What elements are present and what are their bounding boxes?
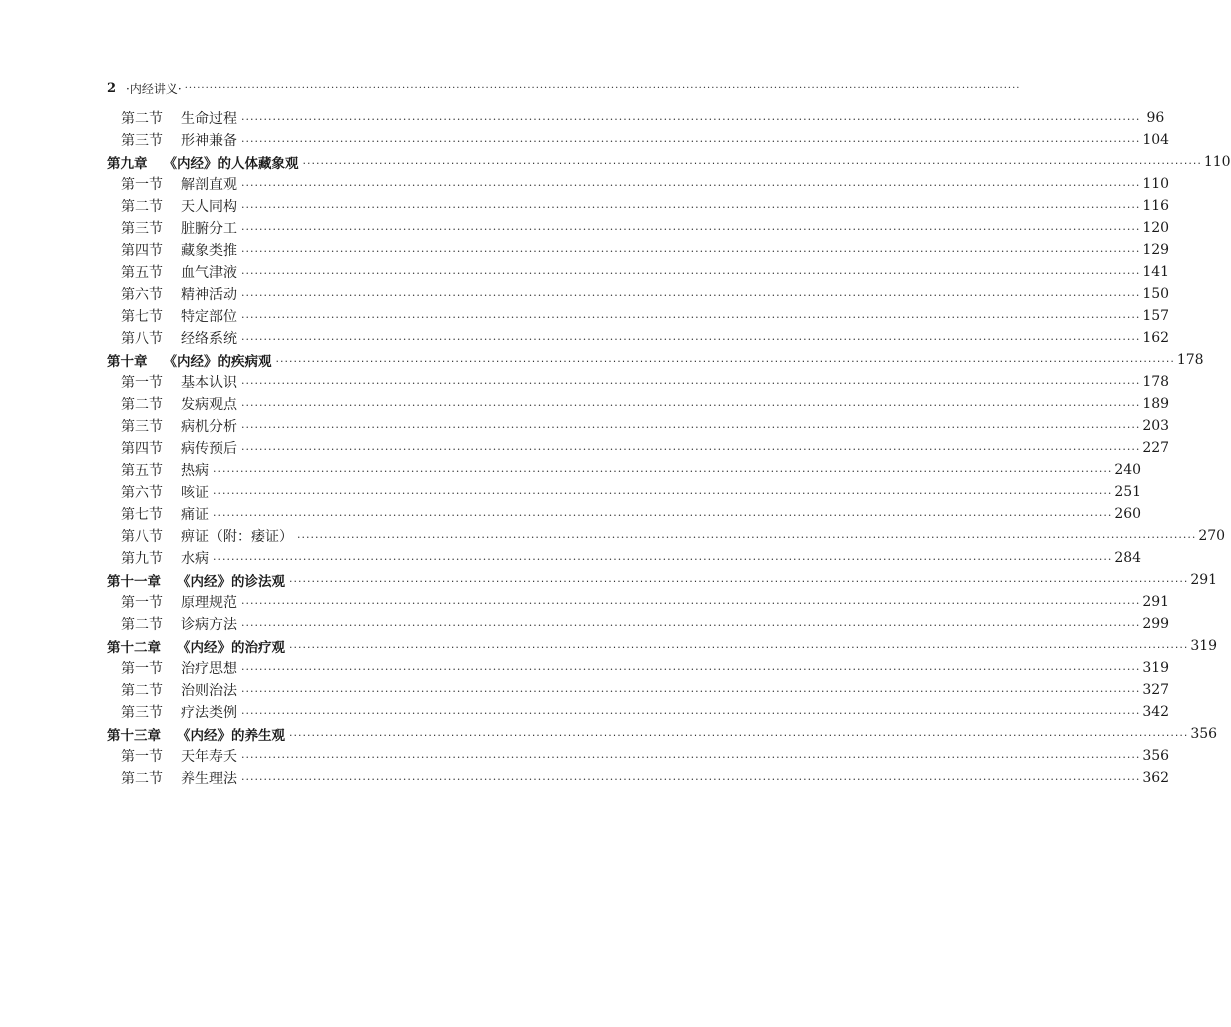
dot-leader: ········································································································································································································ [213,508,1113,522]
dot-leader: ········································································································································································································ [241,332,1141,346]
toc-entry-label: 第一节 [121,595,163,611]
toc-section-row [107,261,1170,283]
toc-chapter-row [107,723,1218,745]
toc-section-row [107,745,1170,767]
toc-entry-title: 《内经》的人体藏象观 [163,156,299,172]
dot-leader: ········································································································································································································ [289,574,1189,588]
toc-entry-title: 血气津液 [181,265,237,281]
toc-entry-title: 痛证 [181,507,209,523]
toc-entry-page-number: 203 [1142,418,1170,434]
toc-section-row [107,371,1170,393]
toc-entry-page-number: 178 [1142,374,1170,390]
toc-entry-page-number: 110 [1203,154,1231,170]
table-of-contents [107,107,1231,789]
toc-section-row [107,525,1226,547]
toc-entry-title: 形神兼备 [181,133,237,149]
dot-leader: ········································································································································································································ [302,156,1202,170]
toc-entry-label: 第三节 [121,705,163,721]
toc-entry-label: 第七节 [121,309,163,325]
dot-leader: ········································································································································································································ [297,530,1197,544]
toc-entry-title: 经络系统 [181,331,237,347]
toc-entry-page-number: 291 [1142,594,1170,610]
toc-entry-page-number: 327 [1142,682,1170,698]
toc-entry-title: 咳证 [181,485,209,501]
toc-entry-label: 第二节 [121,771,163,787]
toc-entry-title: 《内经》的疾病观 [163,354,272,370]
toc-section-row [107,305,1170,327]
toc-entry-label: 第九节 [121,551,163,567]
toc-entry-title: 治则治法 [181,683,237,699]
toc-entry-page-number: 319 [1142,660,1170,676]
header-dot-leader: ········································································································································································································ [184,82,1021,94]
toc-entry-label: 第一节 [121,661,163,677]
dot-leader: ········································································································································································································ [289,728,1189,742]
toc-entry-page-number: 116 [1142,198,1170,214]
toc-entry-title: 痹证（附：痿证） [181,529,293,545]
toc-entry-title: 天年寿夭 [181,749,237,765]
toc-entry-page-number: 157 [1142,308,1170,324]
toc-chapter-row [107,151,1231,173]
toc-chapter-row [107,635,1218,657]
toc-entry-page-number: 251 [1114,484,1142,500]
toc-entry-label: 第六节 [121,287,163,303]
toc-entry-page-number: 260 [1114,506,1142,522]
dot-leader: ········································································································································································································ [241,596,1141,610]
toc-entry-page-number: 129 [1142,242,1170,258]
toc-entry-page-number: 342 [1142,704,1170,720]
toc-section-row [107,239,1170,261]
toc-entry-title: 生命过程 [181,111,237,127]
toc-section-row [107,129,1170,151]
toc-entry-page-number: 227 [1142,440,1170,456]
toc-entry-title: 热病 [181,463,209,479]
toc-entry-label: 第六节 [121,485,163,501]
toc-entry-title: 基本认识 [181,375,237,391]
toc-entry-page-number: 150 [1142,286,1170,302]
toc-section-row [107,547,1142,569]
toc-section-row [107,415,1170,437]
dot-leader: ········································································································································································································ [241,684,1141,698]
toc-entry-page-number: 299 [1142,616,1170,632]
toc-entry-title: 原理规范 [181,595,237,611]
toc-entry-title: 解剖直观 [181,177,237,193]
running-header [107,78,1021,98]
toc-entry-label: 第七节 [121,507,163,523]
toc-chapter-row [107,349,1204,371]
toc-entry-page-number: 141 [1142,264,1170,280]
toc-section-row [107,613,1170,635]
toc-section-row [107,195,1170,217]
dot-leader: ········································································································································································································ [241,662,1141,676]
toc-entry-page-number: 104 [1142,132,1170,148]
toc-entry-label: 第九章 [107,156,148,172]
toc-entry-label: 第五节 [121,463,163,479]
dot-leader: ········································································································································································································ [241,310,1141,324]
toc-entry-label: 第三节 [121,419,163,435]
dot-leader: ········································································································································································································ [241,266,1141,280]
toc-section-row [107,591,1170,613]
dot-leader: ········································································································································································································ [241,398,1141,412]
toc-entry-page-number: 270 [1198,528,1226,544]
toc-entry-label: 第一节 [121,749,163,765]
dot-leader: ········································································································································································································ [241,112,1141,126]
toc-entry-title: 藏象类推 [181,243,237,259]
dot-leader: ········································································································································································································ [241,376,1141,390]
toc-section-row [107,657,1170,679]
toc-entry-label: 第一节 [121,375,163,391]
toc-entry-page-number: 291 [1190,572,1218,588]
toc-entry-title: 发病观点 [181,397,237,413]
toc-entry-label: 第四节 [121,441,163,457]
dot-leader: ········································································································································································································ [275,354,1175,368]
toc-entry-label: 第三节 [121,221,163,237]
toc-entry-title: 养生理法 [181,771,237,787]
toc-entry-page-number: 240 [1114,462,1142,478]
toc-entry-page-number: 356 [1190,726,1218,742]
dot-leader: ········································································································································································································ [241,706,1141,720]
toc-entry-label: 第五节 [121,265,163,281]
dot-leader: ········································································································································································································ [241,200,1141,214]
toc-entry-title: 脏腑分工 [181,221,237,237]
toc-section-row [107,173,1170,195]
toc-entry-title: 病机分析 [181,419,237,435]
toc-chapter-row [107,569,1218,591]
toc-entry-title: 病传预后 [181,441,237,457]
toc-entry-title: 水病 [181,551,209,567]
toc-entry-label: 第十一章 [107,574,161,590]
toc-entry-title: 疗法类例 [181,705,237,721]
toc-entry-title: 《内经》的治疗观 [177,640,285,656]
toc-entry-title: 《内经》的诊法观 [177,574,285,590]
toc-entry-title: 特定部位 [181,309,237,325]
toc-section-row [107,459,1142,481]
dot-leader: ········································································································································································································ [241,178,1141,192]
toc-entry-page-number: 319 [1190,638,1218,654]
toc-section-row [107,701,1170,723]
dot-leader: ········································································································································································································ [213,486,1113,500]
toc-entry-label: 第三节 [121,133,163,149]
dot-leader: ········································································································································································································ [213,552,1113,566]
toc-entry-page-number: 162 [1142,330,1170,346]
toc-entry-title: 天人同构 [181,199,237,215]
toc-section-row [107,217,1170,239]
toc-entry-label: 第四节 [121,243,163,259]
toc-entry-label: 第八节 [121,331,163,347]
toc-entry-label: 第二节 [121,683,163,699]
toc-entry-page-number: 110 [1142,176,1170,192]
toc-entry-label: 第十章 [107,354,148,370]
dot-leader: ········································································································································································································ [241,420,1141,434]
toc-entry-page-number: 362 [1142,770,1170,786]
toc-section-row [107,327,1170,349]
toc-entry-label: 第二节 [121,199,163,215]
toc-entry-title: 精神活动 [181,287,237,303]
toc-entry-label: 第二节 [121,397,163,413]
toc-section-row [107,679,1170,701]
toc-section-row [107,393,1170,415]
dot-leader: ········································································································································································································ [241,750,1141,764]
toc-entry-label: 第八节 [121,529,163,545]
toc-entry-title: 《内经》的养生观 [177,728,285,744]
toc-entry-page-number: 356 [1142,748,1170,764]
toc-section-row [107,503,1142,525]
toc-section-row [107,767,1170,789]
dot-leader: ········································································································································································································ [241,222,1141,236]
toc-entry-page-number: 120 [1142,220,1170,236]
toc-entry-label: 第十三章 [107,728,161,744]
dot-leader: ········································································································································································································ [241,618,1141,632]
toc-entry-label: 第一节 [121,177,163,193]
toc-entry-label: 第二节 [121,111,163,127]
toc-section-row [107,481,1142,503]
dot-leader: ········································································································································································································ [241,134,1141,148]
dot-leader: ········································································································································································································ [289,640,1189,654]
dot-leader: ········································································································································································································ [241,244,1141,258]
header-page-number: 2 [107,80,117,96]
toc-entry-page-number: 96 [1146,110,1165,126]
toc-entry-page-number: 178 [1176,352,1204,368]
toc-entry-title: 治疗思想 [181,661,237,677]
header-book-title: ·内经讲义· [126,81,182,96]
dot-leader: ········································································································································································································ [241,442,1141,456]
toc-entry-title: 诊病方法 [181,617,237,633]
dot-leader: ········································································································································································································ [241,772,1141,786]
toc-section-row [107,437,1170,459]
toc-entry-page-number: 189 [1142,396,1170,412]
dot-leader: ········································································································································································································ [241,288,1141,302]
toc-entry-label: 第十二章 [107,640,161,656]
toc-entry-page-number: 284 [1114,550,1142,566]
toc-entry-label: 第二节 [121,617,163,633]
dot-leader: ········································································································································································································ [213,464,1113,478]
toc-section-row [107,107,1165,129]
toc-section-row [107,283,1170,305]
